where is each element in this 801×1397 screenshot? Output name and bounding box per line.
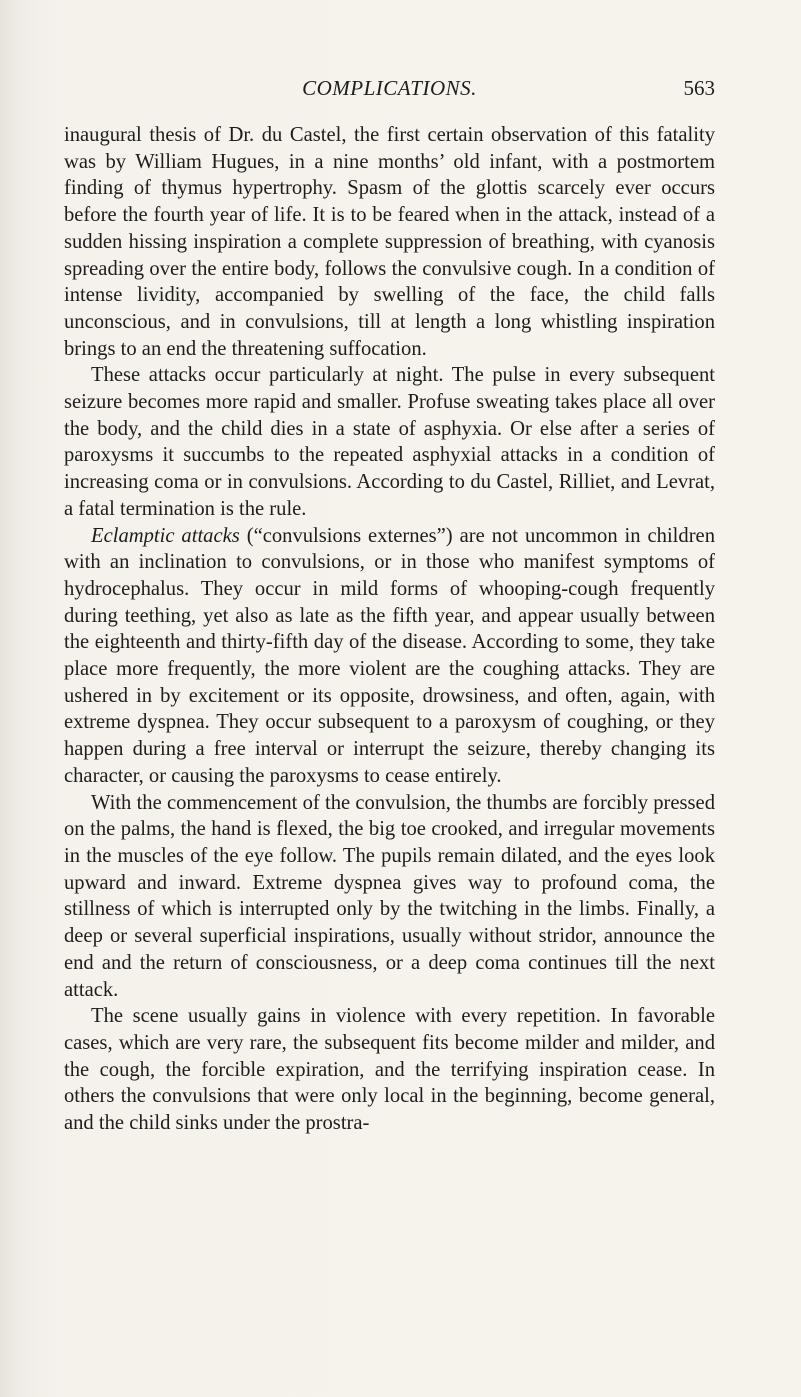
paragraph-text: The scene usually gains in violence with every repetition. In favorable cases, which are very rare, the subsequent fits become milder and milder, and the cough, the forcible expiration, and the terrifying inspiration cease. In others the convulsions that were only local in the beginning, become general, and the child sinks under the prostra-: [64, 1005, 715, 1135]
paragraph-text: inaugural thesis of Dr. du Castel, the first certain observation of this fatality was by William Hugues, in a nine months’ old infant, with a postmortem finding of thymus hypertrophy. Spasm of the glottis scarcely ever occurs before the fourth year of life. It is to be feared when in the attack, instead of a sudden hissing inspiration a complete suppression of breathing, with cyanosis spreading over the entire body, follows the convulsive cough. In a condition of intense lividity, accompanied by swelling of the face, the child falls unconscious, and in convulsions, till at length a long whistling inspiration brings to an end the threatening suffocation.: [64, 124, 715, 360]
paragraph-text: (“convulsions externes”) are not uncommon in children with an inclination to convulsions, or in those who manifest symptoms of hydrocephalus. They occur in mild forms of whooping-cough frequently during teething, yet also as late as the fifth year, and appear usually between the eighteenth and thirty-fifth day of the disease. According to some, they take place more frequently, the more violent are the coughing attacks. They are ushered in by excitement or its opposite, drowsiness, and often, again, with extreme dyspnea. They occur subsequent to a paroxysm of coughing, or they happen during a free interval or interrupt the seizure, thereby changing its character, or causing the paroxysms to cease entirely.: [64, 524, 715, 787]
paragraph-lead-italic: Eclamptic attacks: [91, 524, 240, 547]
paragraph-scene-violence: [64, 1003, 715, 1137]
paragraph-text: With the commencement of the convulsion, the thumbs are forcibly pressed on the palms, the hand is flexed, the big toe crooked, and irregular movements in the muscles of the eye follow. The pupils remain dilated, and the eyes look upward and inward. Extreme dyspnea gives way to profound coma, the stillness of which is interrupted only by the twitching in the limbs. Finally, a deep or several superficial inspirations, usually without stridor, announce the end and the return of consciousness, or a deep coma continues till the next attack.: [64, 791, 715, 1001]
paragraph-convulsion-course: [64, 790, 715, 1004]
paragraph-text: These attacks occur particularly at night. The pulse in every subsequent seizure becomes more rapid and smaller. Profuse sweating takes place all over the body, and the child dies in a state of asphyxia. Or else after a series of paroxysms it succumbs to the repeated asphyxial attacks in a condition of increasing coma or in convulsions. According to du Castel, Rilliet, and Levrat, a fatal termination is the rule.: [64, 364, 715, 520]
page-number: 563: [683, 76, 715, 100]
body-text: [64, 122, 715, 1137]
page-header: [64, 76, 715, 106]
running-head: COMPLICATIONS.: [302, 76, 477, 100]
paragraph-continued-thesis: [64, 122, 715, 362]
paragraph-night-attacks: [64, 362, 715, 522]
paragraph-eclamptic-attacks: [64, 523, 715, 790]
